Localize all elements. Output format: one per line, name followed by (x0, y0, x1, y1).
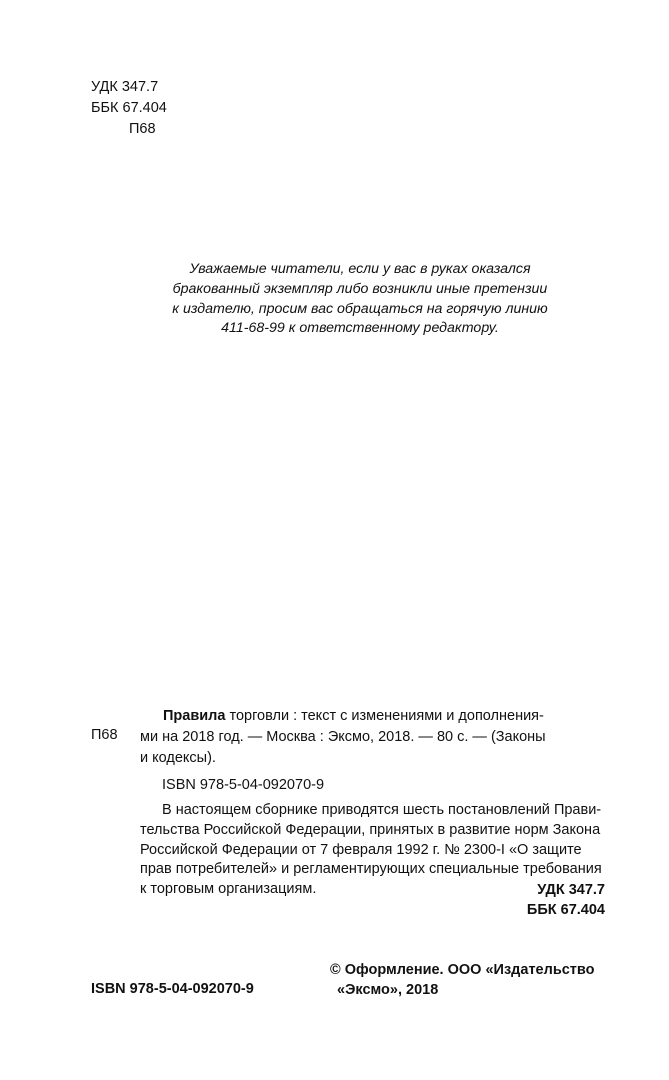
title-continuation: торговли : текст с изменениями и дополнения- (225, 708, 544, 724)
classification-block (91, 77, 167, 140)
isbn-bottom: ISBN 978-5-04-092070-9 (91, 981, 254, 997)
notice-line: 411-68-99 к ответственному редактору. (221, 320, 499, 337)
notice-line: к издателю, просим вас обращаться на горячую линию (172, 300, 548, 317)
annotation-line: тельства Российской Федерации, принятых в развитие норм Закона (140, 821, 601, 838)
biblio-line-2: ми на 2018 год. — Москва : Эксмо, 2018. — 80 с. — (Законы (140, 729, 546, 745)
annotation-line: прав потребителей» и регламентирующих специальные требования (140, 861, 602, 878)
classification-codes-bottom (485, 880, 605, 920)
book-title: Правила (163, 708, 226, 724)
bbk-code-bottom: ББК 67.404 (526, 902, 605, 918)
udk-code: УДК 347.7 (91, 79, 159, 95)
annotation-line: к торговым организациям. (140, 881, 317, 898)
isbn-entry: ISBN 978-5-04-092070-9 (162, 777, 325, 793)
bibliographic-record (140, 706, 610, 900)
annotation-line: Российской Федерации от 7 февраля 1992 г. № 2300-I «О защите (140, 841, 582, 858)
copyright-line-2: «Эксмо», 2018 (337, 982, 439, 998)
annotation-line: В настоящем сборнике приводятся шесть постановлений Прави- (162, 802, 602, 818)
copyright-notice (330, 960, 594, 1000)
notice-line: бракованный экземпляр либо возникли иные претензии (172, 280, 548, 297)
biblio-line-3: и кодексы). (140, 750, 216, 766)
reader-notice (100, 260, 620, 339)
biblio-line-1 (140, 706, 610, 727)
notice-line: Уважаемые читатели, если у вас в руках оказался (189, 261, 531, 277)
bbk-code: ББК 67.404 (91, 100, 167, 116)
udk-code-bottom: УДК 347.7 (537, 882, 605, 898)
author-code: П68 (129, 121, 156, 137)
bibliographic-side-code: П68 (91, 727, 118, 743)
copyright-line-1: © Оформление. ООО «Издательство (330, 962, 595, 978)
